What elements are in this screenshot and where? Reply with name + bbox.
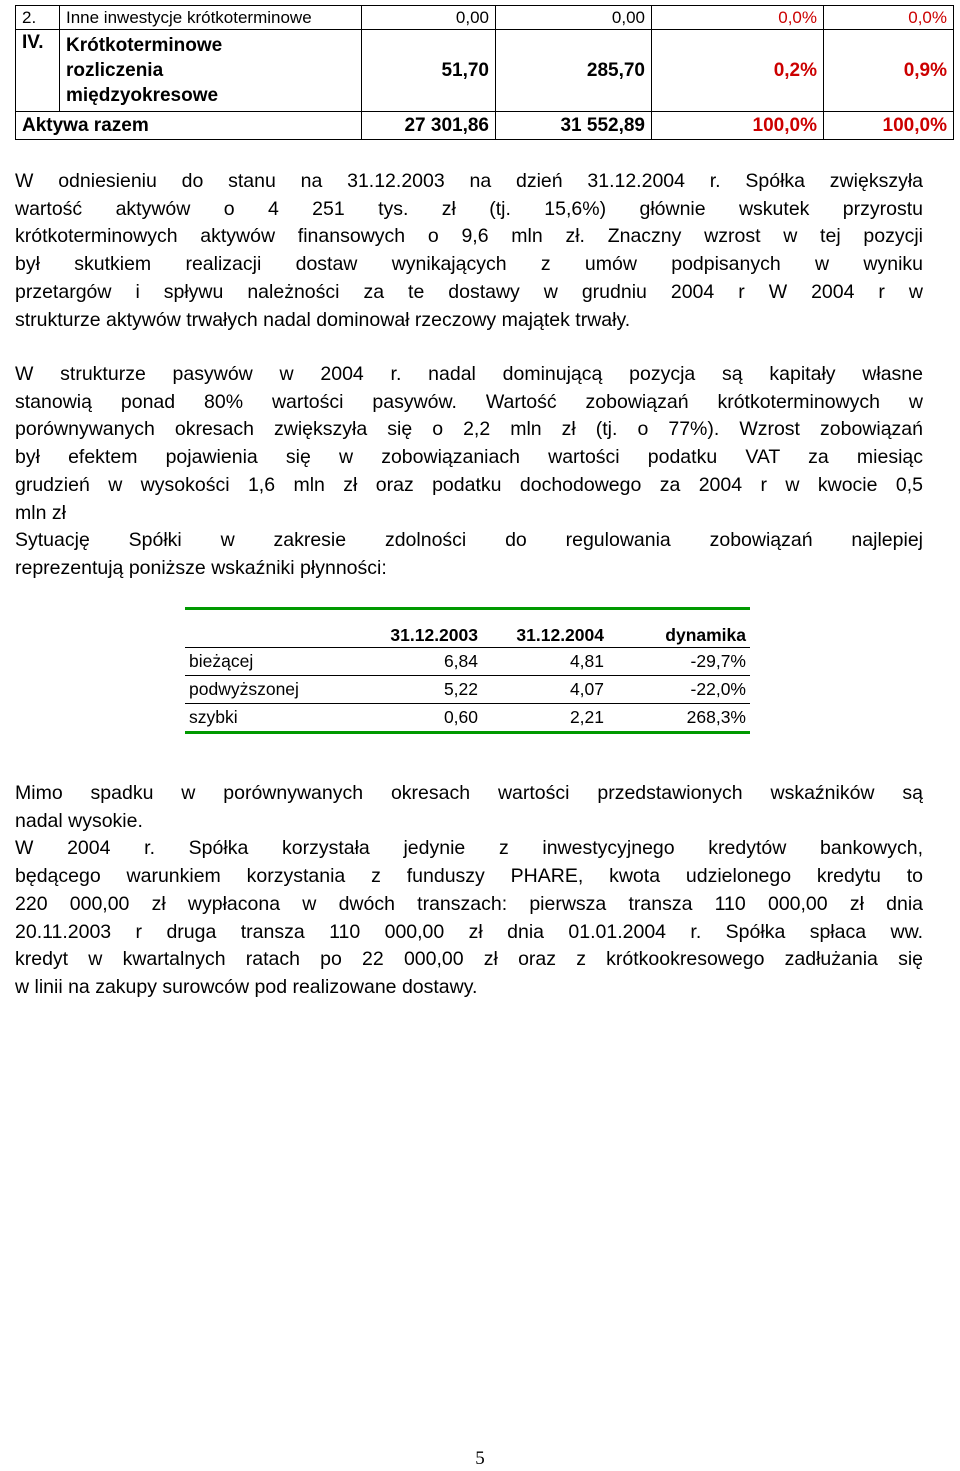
table-header-row — [185, 609, 750, 648]
text-line: był skutkiem realizacji dostaw wynikających z umów podpisanych w wyniku — [15, 253, 923, 276]
text-line: W strukturze pasywów w 2004 r. nadal dominującą pozycja są kapitały własne — [15, 363, 923, 385]
column-header: 31.12.2004 — [482, 609, 608, 648]
text-line: porównywanych okresach zwiększyła się o 2,2 mln zł (tj. o 77%). Wzrost zobowiązań — [15, 418, 923, 441]
value-2004: 285,70 — [496, 30, 652, 112]
column-header: dynamika — [608, 609, 750, 648]
share-2004: 100,0% — [824, 112, 954, 140]
text-line: 220 000,00 zł wypłacona w dwóch transzach: pierwsza transza 110 000,00 zł dnia — [15, 892, 923, 915]
text-line: krótkoterminowych aktywów finansowych o 9,6 mln zł. Znaczny wzrost w tej pozycji — [15, 225, 923, 248]
row-label-line: rozliczenia — [66, 60, 164, 81]
text-line: Mimo spadku w porównywanych okresach wartości przedstawionych wskaźników są — [15, 782, 923, 804]
page-number: 5 — [475, 1448, 485, 1469]
ratio-name: bieżącej — [185, 648, 345, 676]
row-label: Inne inwestycje krótkoterminowe — [60, 6, 362, 30]
text-line: W 2004 r. Spółka korzystała jedynie z inwestycyjnego kredytów bankowych, — [15, 837, 923, 860]
text-line: reprezentują poniższe wskaźniki płynności: — [15, 556, 387, 579]
table-row — [185, 676, 750, 704]
value-2004: 31 552,89 — [496, 112, 652, 140]
row-label — [60, 30, 362, 112]
ratio-dynamics: -22,0% — [608, 676, 750, 704]
text-line: mln zł — [15, 501, 66, 524]
table-row — [16, 30, 954, 112]
ratio-value-2004: 2,21 — [482, 704, 608, 733]
text-line: grudzień w wysokości 1,6 mln zł oraz podatku dochodowego za 2004 r w kwocie 0,5 — [15, 473, 923, 496]
value-2003: 0,00 — [362, 6, 496, 30]
column-header — [185, 609, 345, 648]
share-2003: 100,0% — [652, 112, 824, 140]
paragraph-credit — [15, 780, 923, 1002]
text-line: był efektem pojawienia się w zobowiązaniach wartości podatku VAT za miesiąc — [15, 446, 923, 469]
paragraph-assets — [15, 168, 923, 334]
row-number: IV. — [16, 30, 60, 112]
text-line: Sytuację Spółki w zakresie zdolności do regulowania zobowiązań najlepiej — [15, 529, 923, 552]
ratio-name: szybki — [185, 704, 345, 733]
row-label-line: międzyokresowe — [66, 85, 219, 106]
text-line: przetargów i spływu należności za te dostawy w grudniu 2004 r W 2004 r w — [15, 280, 923, 303]
value-2004: 0,00 — [496, 6, 652, 30]
text-line: w linii na zakupy surowców pod realizowane dostawy. — [15, 975, 478, 998]
paragraph-liabilities — [15, 361, 923, 583]
column-header: 31.12.2003 — [345, 609, 482, 648]
table-row-total — [16, 112, 954, 140]
ratio-value-2004: 4,07 — [482, 676, 608, 704]
ratio-name: podwyższonej — [185, 676, 345, 704]
row-number: 2. — [16, 6, 60, 30]
ratio-dynamics: -29,7% — [608, 648, 750, 676]
table-row — [185, 648, 750, 676]
ratio-value-2003: 0,60 — [345, 704, 482, 733]
liquidity-ratios-table — [185, 607, 750, 734]
row-label: Aktywa razem — [16, 112, 362, 140]
share-2003: 0,2% — [652, 30, 824, 112]
text-line: stanowią ponad 80% wartości pasywów. Wartość zobowiązań krótkoterminowych w — [15, 390, 923, 413]
table-row — [16, 6, 954, 30]
text-line: kredyt w kwartalnych ratach po 22 000,00 zł oraz z krótkookresowego zadłużania się — [15, 948, 923, 971]
share-2004: 0,9% — [824, 30, 954, 112]
table-row — [185, 704, 750, 733]
text-line: strukturze aktywów trwałych nadal dominował rzeczowy majątek trwały. — [15, 308, 631, 331]
share-2004: 0,0% — [824, 6, 954, 30]
value-2003: 51,70 — [362, 30, 496, 112]
text-line: nadal wysokie. — [15, 809, 143, 832]
ratio-value-2003: 6,84 — [345, 648, 482, 676]
ratio-value-2003: 5,22 — [345, 676, 482, 704]
value-2003: 27 301,86 — [362, 112, 496, 140]
text-line: wartość aktywów o 4 251 tys. zł (tj. 15,6%) głównie wskutek przyrostu — [15, 197, 923, 220]
ratio-value-2004: 4,81 — [482, 648, 608, 676]
text-line: będącego warunkiem korzystania z funduszy PHARE, kwota udzielonego kredytu to — [15, 865, 923, 888]
text-line: 20.11.2003 r druga transza 110 000,00 zł dnia 01.01.2004 r. Spółka spłaca ww. — [15, 920, 923, 943]
assets-table — [15, 5, 954, 140]
row-label-line: Krótkoterminowe — [66, 35, 223, 56]
ratio-dynamics: 268,3% — [608, 704, 750, 733]
share-2003: 0,0% — [652, 6, 824, 30]
text-line: W odniesieniu do stanu na 31.12.2003 na dzień 31.12.2004 r. Spółka zwiększyła — [15, 170, 923, 192]
